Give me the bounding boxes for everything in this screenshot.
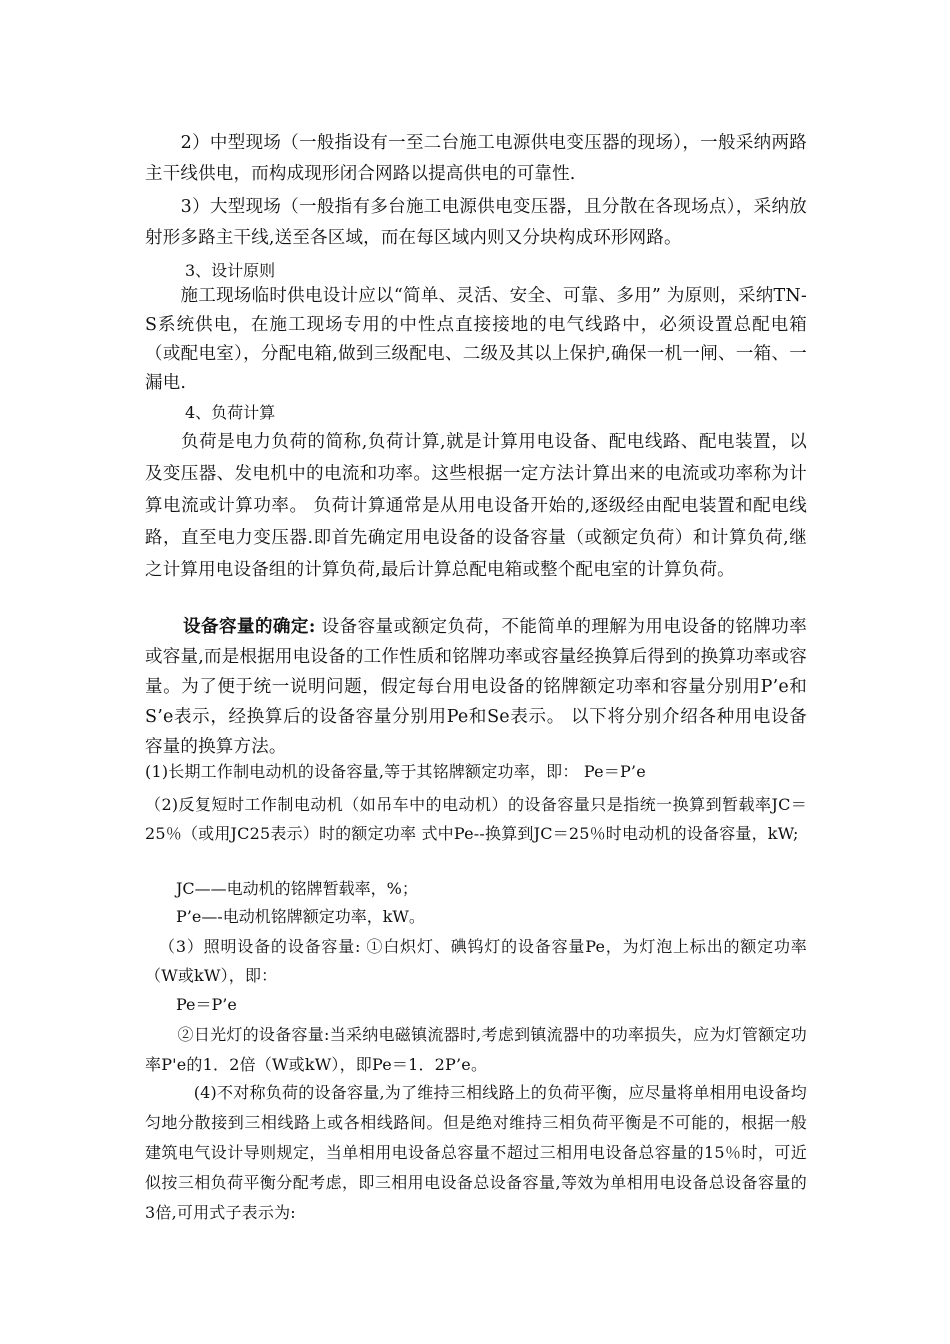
paragraph-fluorescent-lamp: ②日光灯的设备容量:当采纳电磁镇流器时,考虑到镇流器中的功率损失，应为灯管额定功率P'e的1．2倍（W或kW），即Pe＝1．2P’e。 xyxy=(145,1025,807,1074)
capacity-term: 设备容量的确定: xyxy=(183,617,316,637)
paragraph-capacity-determination xyxy=(145,612,807,762)
item-lighting-capacity: （3）照明设备的设备容量: ①白炽灯、碘钨灯的设备容量Pe，为灯泡上标出的额定功率（W或kW），即： xyxy=(145,937,807,985)
definition-jc: JC——电动机的铭牌暂载率，%； xyxy=(176,879,418,898)
definition-pe: P’e—-电动机铭牌额定功率，kW。 xyxy=(176,907,425,926)
paragraph-load-calculation: 负荷是电力负荷的简称,负荷计算,就是计算用电设备、配电线路、配电装置，以及变压器、发电机中的电流和功率。这些根据一定方法计算出来的电流或功率称为计算电流或计算功率。 负荷计算通常是从用电设备开始的,逐级经由配电装置和配电线路，直至电力变压器.即首先确定用电设备的设备容量（或额定负荷）和计算负荷,继之计算用电设备组的计算负荷,最后计算总配电箱或整个配电室的计算负荷。 xyxy=(145,432,807,580)
paragraph-large-site: 3）大型现场（一般指有多台施工电源供电变压器，且分散在各现场点），采纳放射形多路主干线,送至各区域，而在每区域内则又分块构成环形网路。 xyxy=(145,197,807,248)
formula-pe: Pe＝P’e xyxy=(176,995,237,1014)
heading-load-calculation: 4、负荷计算 xyxy=(185,403,276,422)
heading-design-principles: 3、设计原则 xyxy=(185,261,276,280)
paragraph-design-principles: 施工现场临时供电设计应以“简单、灵活、安全、可靠、多用” 为原则，采纳TN-S系统供电，在施工现场专用的中性点直接接地的电气线路中，必须设置总配电箱（或配电室），分配电箱,做到三级配电、二级及其以上保护,确保一机一闸、一箱、一漏电. xyxy=(145,286,807,393)
item-long-term-motor: (1)长期工作制电动机的设备容量,等于其铭牌额定功率，即： Pe＝P’e xyxy=(145,762,646,781)
item-unbalanced-load: (4)不对称负荷的设备容量,为了维持三相线路上的负荷平衡，应尽量将单相用电设备均匀地分散接到三相线路上或各相线路间。但是绝对维持三相负荷平衡是不可能的，根据一般建筑电气设计导则规定，当单相用电设备总容量不超过三相用电设备总容量的15％时，可近似按三相负荷平衡分配考虑，即三相用电设备总设备容量,等效为单相用电设备总设备容量的3倍,可用式子表示为: xyxy=(145,1083,807,1222)
capacity-text: 设备容量或额定负荷，不能简单的理解为用电设备的铭牌功率或容量,而是根据用电设备的工作性质和铭牌功率或容量经换算后得到的换算功率或容量。为了便于统一说明问题，假定每台用电设备的铭牌额定功率和容量分别用P’e和S’e表示，经换算后的设备容量分别用Pe和Se表示。 以下将分别介绍各种用电设备容量的换算方法。 xyxy=(145,617,807,757)
item-intermittent-motor: （2)反复短时工作制电动机（如吊车中的电动机）的设备容量只是指统一换算到暂载率JC＝25％（或用JC25表示）时的额定功率 式中Pe--换算到JC＝25％时电动机的设备容量，kW; xyxy=(145,795,807,843)
paragraph-medium-site: 2）中型现场（一般指设有一至二台施工电源供电变压器的现场），一般采纳两路主干线供电，而构成现形闭合网路以提高供电的可靠性. xyxy=(145,133,807,184)
